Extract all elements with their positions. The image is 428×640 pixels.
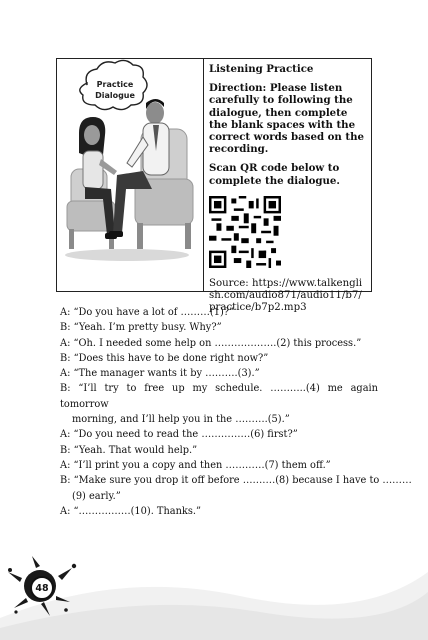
dialogue-line: A: “I’ll print you a copy and then …………(7) them off.” [60,459,331,471]
dialogue-line: A: “…………….(10). Thanks.” [60,505,202,517]
source-link[interactable]: https://www.talkenglish.com/audio871/audio11/b7/practice/b7p2.mp3 [209,278,363,314]
page-number: 48 [30,576,54,600]
instructions-cell [204,59,371,314]
dialogue-line: A: “Do you need to read the ……………(6) first?” [60,429,298,441]
dialogue-illustration [57,59,203,291]
bubble-line2: Dialogue [95,91,135,100]
dialogue-line: (9) early.” [72,490,121,502]
direction-text: Direction: Please listen carefully to following the dialogue, then complete the blank spaces with the correct words based on the recording. [209,82,364,156]
dialogue-line: A: “Oh. I needed some help on ……………….(2) this process.” [60,337,362,349]
dialogue-line: B: “Does this have to be done right now?” [60,352,269,364]
dialogue-line: B: “Yeah. That would help.” [60,444,198,456]
section-title: Listening Practice [209,63,314,75]
dialogue-block [60,305,412,519]
dialogue-line: B: “I’ll try to free up my schedule. ………..(4) me again tomorrow [60,383,378,410]
scan-instruction: Scan QR code below to complete the dialogue. [209,162,340,187]
dialogue-line: B: “Make sure you drop it off before ……….(8) because I have to ……… [60,475,412,487]
source-label: Source: [209,278,249,290]
bubble-line1: Practice [96,80,134,89]
speech-bubble-icon [80,60,147,109]
dialogue-line: A: “Do you have a lot of ………(1)?” [60,307,235,318]
page-decoration [0,500,428,640]
qr-code-icon[interactable] [209,196,281,268]
dialogue-line: B: “Yeah. I’m pretty busy. Why?” [60,322,222,334]
illustration-cell [57,59,204,291]
dialogue-line: morning, and I’ll help you in the ……….(5).” [72,414,290,426]
dialogue-line: A: “The manager wants it by ……….(3).” [60,368,260,380]
